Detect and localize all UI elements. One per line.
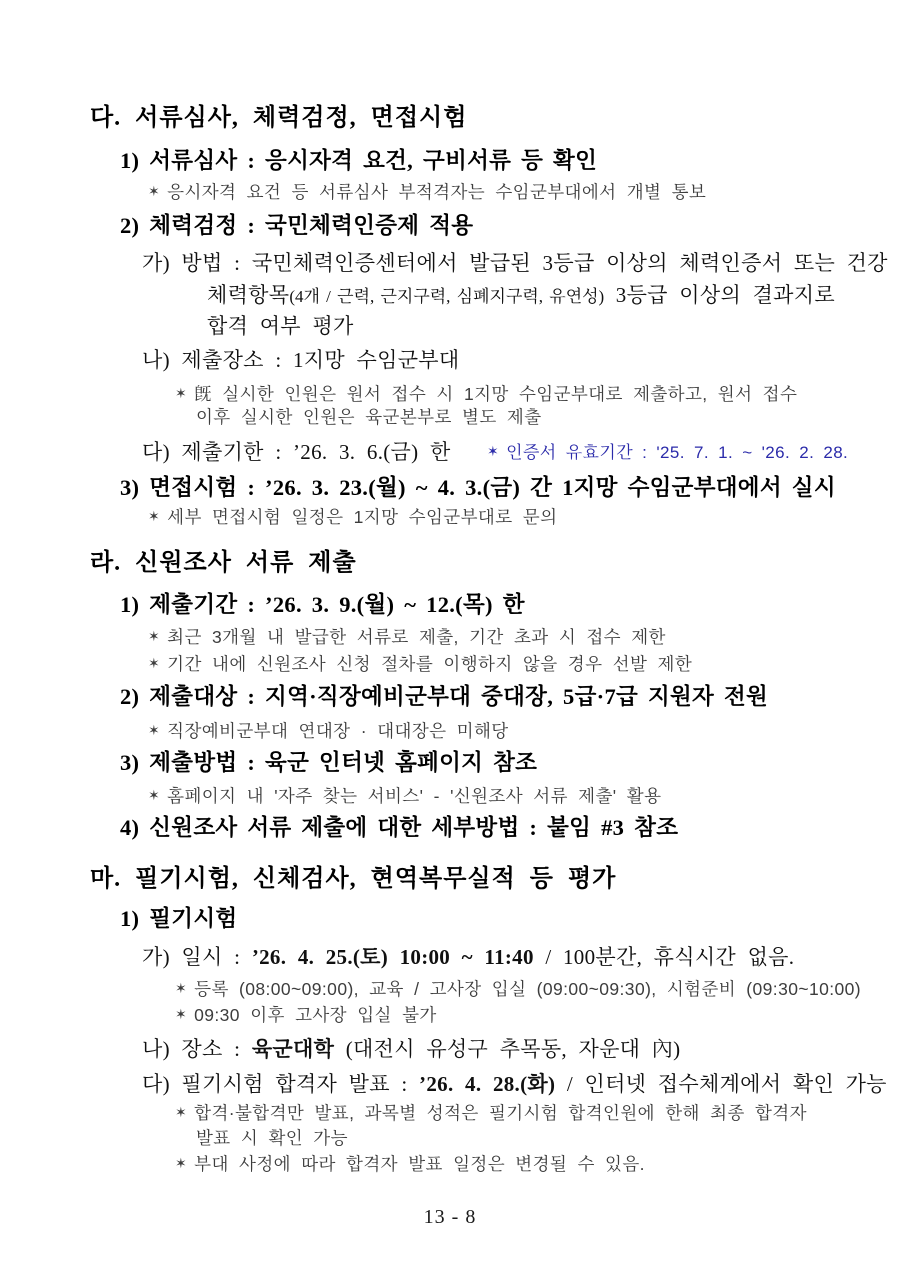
star-bullet-icon: ✶ bbox=[148, 508, 161, 524]
star-bullet-icon: ✶ bbox=[148, 722, 161, 738]
da-note1-line1-text: 합격·불합격만 발표, 과목별 성적은 필기시험 합격인원에 한해 최종 합격자 bbox=[194, 1103, 807, 1123]
ga-line2-paren: (4개 / 근력, 근지구력, 심폐지구력, 유연성) bbox=[289, 287, 605, 306]
da-date: ’26. 4. 28.(화) bbox=[419, 1072, 556, 1096]
ma-item1-na-title bbox=[142, 1037, 680, 1061]
da-item2-ga-line3: 합격 여부 평가 bbox=[207, 314, 354, 338]
da-item2-na-note-line1 bbox=[175, 384, 797, 404]
star-bullet-icon: ✶ bbox=[175, 1006, 188, 1022]
da-item1-note bbox=[148, 182, 706, 202]
na-location: 육군대학 bbox=[251, 1037, 335, 1061]
ma-item1-da-note1-line2: 발표 시 확인 가능 bbox=[196, 1128, 348, 1148]
da-note2-text: 부대 사정에 따라 합격자 발표 일정은 변경될 수 있음. bbox=[194, 1154, 645, 1174]
star-bullet-icon: ✶ bbox=[148, 655, 161, 671]
da-item2-title: 2) 체력검정 : 국민체력인증제 적용 bbox=[120, 213, 474, 238]
da-item2-da-title: 다) 제출기한 : ’26. 3. 6.(금) 한 bbox=[142, 440, 451, 464]
da-item1-note-text: 응시자격 요건 등 서류심사 부적격자는 수임군부대에서 개별 통보 bbox=[167, 182, 707, 202]
da-item3-title: 3) 면접시험 : ’26. 3. 23.(월) ~ 4. 3.(금) 간 1지망 수임군부대에서 실시 bbox=[120, 475, 836, 500]
ra-item1-title: 1) 제출기간 : ’26. 3. 9.(월) ~ 12.(목) 한 bbox=[120, 592, 525, 617]
ra-item2-note bbox=[148, 721, 509, 741]
ra-item4-title: 4) 신원조사 서류 제출에 대한 세부방법 : 붙임 #3 참조 bbox=[120, 815, 679, 840]
star-bullet-icon: ✶ bbox=[175, 1155, 188, 1171]
da-item2-ga-line2 bbox=[207, 283, 835, 307]
ma-item1-ga-note2 bbox=[175, 1005, 437, 1025]
ra-item2-title: 2) 제출대상 : 지역·직장예비군부대 중대장, 5급·7급 지원자 전원 bbox=[120, 684, 769, 709]
ga-line2-tail: 3등급 이상의 결과지로 bbox=[604, 283, 835, 307]
da-suffix: / 인터넷 접수체계에서 확인 가능 bbox=[555, 1072, 887, 1096]
ga-line2-main: 체력항목 bbox=[207, 283, 290, 307]
da-item1-title: 1) 서류심사 : 응시자격 요건, 구비서류 등 확인 bbox=[120, 148, 598, 173]
ma-item1-da-title bbox=[142, 1072, 887, 1096]
heading-ma: 마. 필기시험, 신체검사, 현역복무실적 등 평가 bbox=[90, 866, 617, 892]
ga-note2-text: 09:30 이후 고사장 입실 불가 bbox=[194, 1005, 437, 1025]
da-item2-ga-line1: 가) 방법 : 국민체력인증센터에서 발급된 3등급 이상의 체력인증서 또는 건강 bbox=[142, 251, 888, 275]
ga-suffix: / 100분간, 휴식시간 없음. bbox=[533, 945, 795, 969]
da-item2-na-note-line2: 이후 실시한 인원은 육군본부로 별도 제출 bbox=[196, 407, 542, 427]
ra-item3-title: 3) 제출방법 : 육군 인터넷 홈페이지 참조 bbox=[120, 750, 538, 775]
ma-item1-da-note2 bbox=[175, 1154, 645, 1174]
da-item3-note bbox=[148, 507, 557, 527]
na-suffix: (대전시 유성구 추목동, 자운대 內) bbox=[334, 1037, 681, 1061]
na-prefix: 나) 장소 : bbox=[142, 1037, 252, 1061]
ra-item3-note bbox=[148, 786, 661, 806]
ga-note1-text: 등록 (08:00~09:00), 교육 / 고사장 입실 (09:00~09:30), 시험준비 (09:30~10:00) bbox=[194, 979, 861, 999]
star-bullet-icon: ✶ bbox=[487, 443, 500, 459]
ra-item1-note1-text: 최근 3개월 내 발급한 서류로 제출, 기간 초과 시 접수 제한 bbox=[167, 627, 666, 647]
ma-item1-ga-note1 bbox=[175, 979, 861, 999]
ga-datetime: ’26. 4. 25.(토) 10:00 ~ 11:40 bbox=[251, 945, 534, 969]
star-bullet-icon: ✶ bbox=[175, 385, 188, 401]
ma-item1-title: 1) 필기시험 bbox=[120, 906, 238, 931]
da-prefix: 다) 필기시험 합격자 발표 : bbox=[142, 1072, 420, 1096]
star-bullet-icon: ✶ bbox=[148, 787, 161, 803]
ra-item2-note-text: 직장예비군부대 연대장 · 대대장은 미해당 bbox=[167, 721, 509, 741]
ra-item3-note-text: 홈페이지 내 '자주 찾는 서비스' - '신원조사 서류 제출' 활용 bbox=[167, 786, 662, 806]
star-bullet-icon: ✶ bbox=[175, 980, 188, 996]
page-number: 13 - 8 bbox=[423, 1206, 477, 1228]
da-item2-na-title: 나) 제출장소 : 1지망 수임군부대 bbox=[142, 348, 460, 372]
star-bullet-icon: ✶ bbox=[148, 628, 161, 644]
da-item3-note-text: 세부 면접시험 일정은 1지망 수임군부대로 문의 bbox=[167, 507, 558, 527]
ma-item1-da-note1-line1 bbox=[175, 1103, 807, 1123]
validity-note-text: 인증서 유효기간 : '25. 7. 1. ~ '26. 2. 28. bbox=[506, 443, 849, 462]
ra-item1-note1 bbox=[148, 627, 666, 647]
ra-item1-note2 bbox=[148, 654, 692, 674]
heading-da: 다. 서류심사, 체력검정, 면접시험 bbox=[90, 105, 468, 131]
star-bullet-icon: ✶ bbox=[148, 183, 161, 199]
na-note-line1-text: 旣 실시한 인원은 원서 접수 시 1지망 수임군부대로 제출하고, 원서 접수 bbox=[194, 384, 798, 404]
ma-item1-ga-title bbox=[142, 945, 794, 969]
certificate-validity-note bbox=[487, 443, 848, 463]
star-bullet-icon: ✶ bbox=[175, 1104, 188, 1120]
heading-ra: 라. 신원조사 서류 제출 bbox=[90, 550, 357, 576]
ra-item1-note2-text: 기간 내에 신원조사 신청 절차를 이행하지 않을 경우 선발 제한 bbox=[167, 654, 693, 674]
ga-prefix: 가) 일시 : bbox=[142, 945, 252, 969]
